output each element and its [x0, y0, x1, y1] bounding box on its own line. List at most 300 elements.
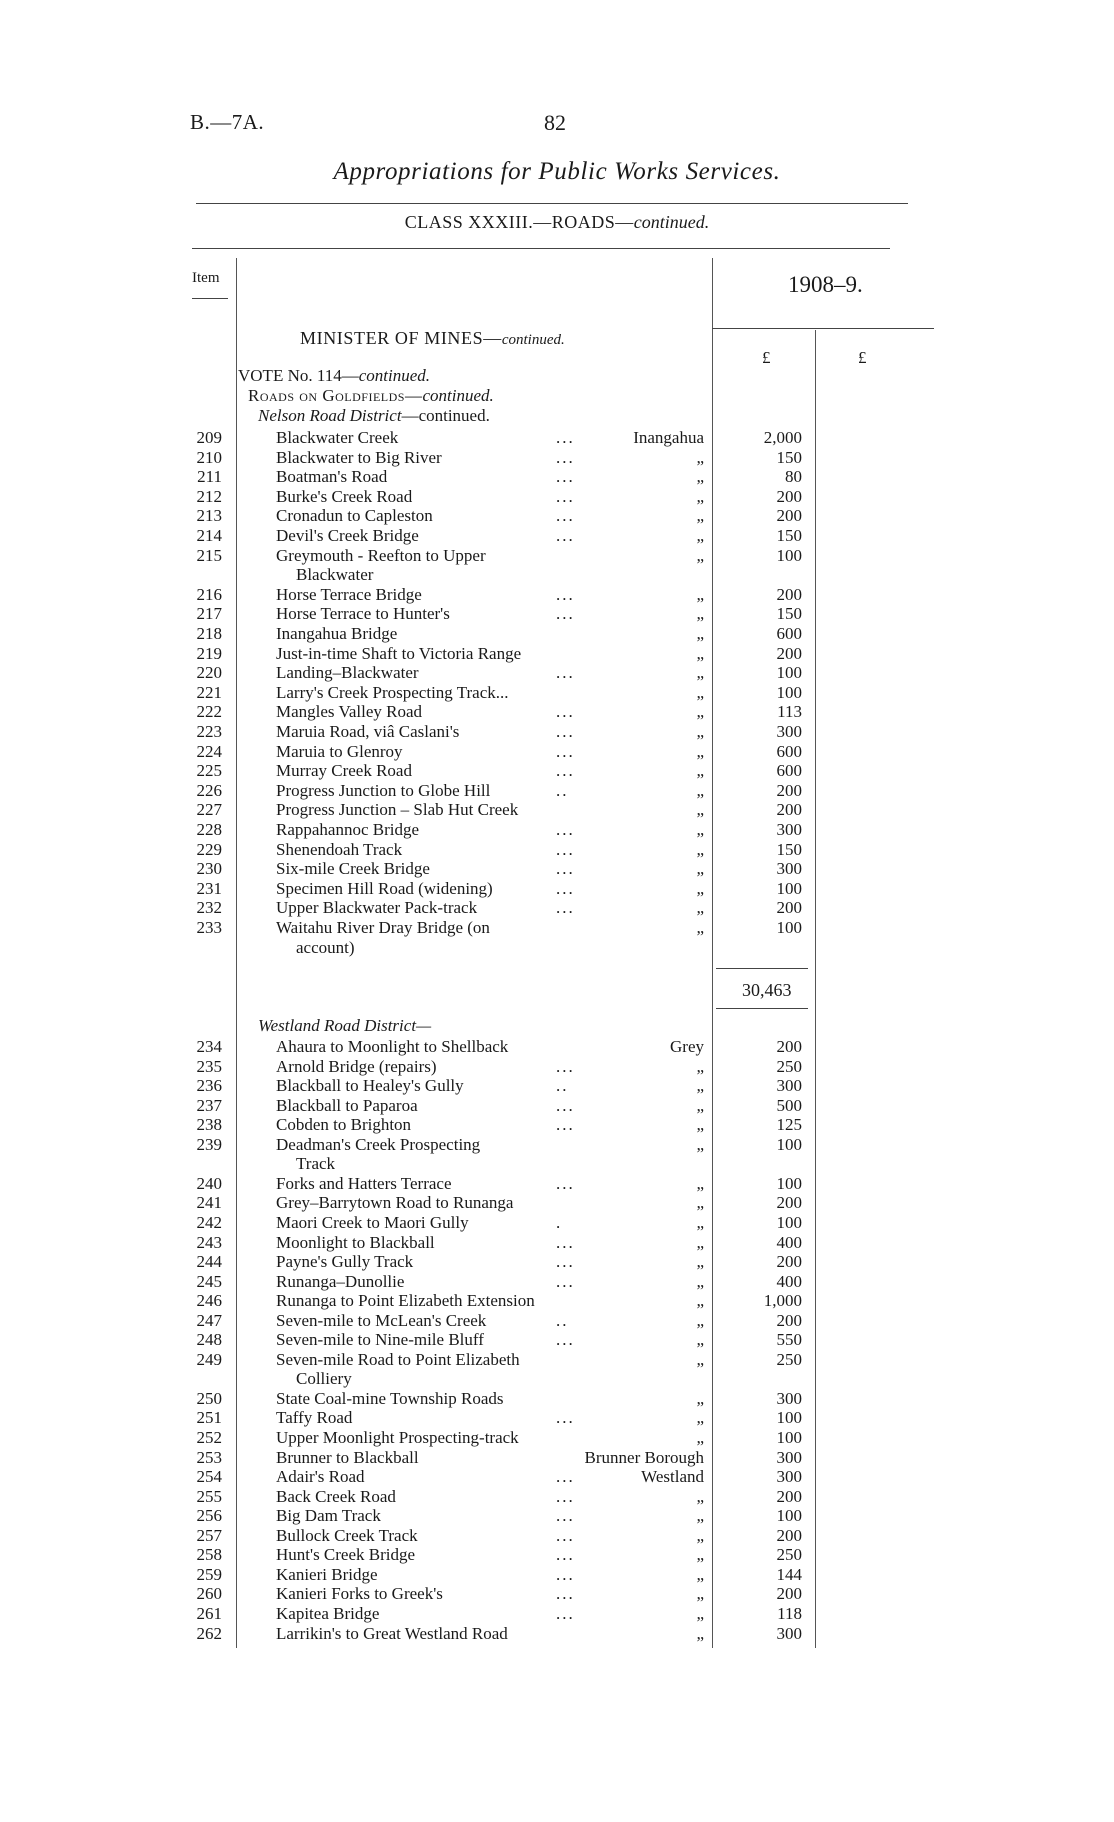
item-amount: 100: [776, 1212, 802, 1232]
item-description: Taffy Road: [276, 1408, 353, 1428]
item-description: Back Creek Road: [276, 1486, 396, 1506]
table-row: [0, 1526, 1114, 1546]
item-amount: 300: [776, 1076, 802, 1096]
item-number: 248: [196, 1330, 222, 1350]
table-row: [0, 1233, 1114, 1253]
item-description: Progress Junction to Globe Hill: [276, 780, 491, 800]
item-number: 229: [196, 839, 222, 859]
item-amount: 125: [776, 1115, 802, 1135]
item-number: 215: [196, 545, 222, 565]
item-description: Blackwater: [296, 565, 374, 585]
item-amount: 100: [776, 1134, 802, 1154]
item-description: Grey–Barrytown Road to Runanga: [276, 1193, 514, 1213]
item-number: 240: [196, 1173, 222, 1193]
table-row: [0, 722, 1114, 742]
item-number: 239: [196, 1134, 222, 1154]
nelson-district-heading: [258, 406, 490, 426]
item-description: Track: [296, 1154, 336, 1174]
leader-dots: ...: [556, 1271, 575, 1291]
item-amount: 200: [776, 800, 802, 820]
item-number: 219: [196, 643, 222, 663]
leader-dots: ...: [556, 526, 575, 545]
item-district: „: [696, 1388, 704, 1408]
item-number: 252: [196, 1428, 222, 1447]
leader-dots: ...: [556, 1173, 575, 1193]
leader-dots: ...: [556, 1095, 575, 1115]
item-description: Waitahu River Dray Bridge (on: [276, 918, 490, 937]
nelson-district-name: Nelson Road District: [258, 406, 402, 425]
leader-dots: ...: [556, 1115, 575, 1135]
table-row: [0, 624, 1114, 644]
item-number: 212: [196, 486, 222, 506]
year-header-rule: [712, 328, 934, 329]
table-row: [0, 1330, 1114, 1350]
table-row: [0, 1506, 1114, 1526]
item-number: 218: [196, 624, 222, 643]
item-amount: 2,000: [763, 428, 802, 447]
roads-heading-continued: continued.: [422, 386, 494, 405]
table-row: [0, 1369, 1114, 1389]
leader-dots: ...: [556, 1525, 575, 1545]
leader-dots: ...: [556, 506, 575, 526]
item-number: 220: [196, 663, 222, 683]
item-number: 228: [196, 820, 222, 839]
table-row: [0, 1115, 1114, 1135]
table-row: [0, 663, 1114, 683]
item-description: Big Dam Track: [276, 1506, 381, 1526]
item-number: 235: [196, 1056, 222, 1076]
item-district: „: [696, 1076, 704, 1096]
item-description: Blackwater to Big River: [276, 447, 442, 467]
minister-heading-continued: continued.: [501, 332, 565, 348]
item-number: 255: [196, 1486, 222, 1506]
table-row: [0, 526, 1114, 546]
table-row: [0, 1076, 1114, 1096]
roads-heading: [248, 386, 494, 406]
leader-dots: ...: [556, 1584, 575, 1604]
item-district: „: [696, 722, 704, 741]
item-district: „: [696, 486, 704, 506]
item-description: Murray Creek Road: [276, 761, 412, 781]
item-description: Moonlight to Blackball: [276, 1232, 435, 1252]
item-number: 262: [196, 1623, 222, 1643]
item-district: „: [696, 1330, 704, 1350]
currency-symbol-amount: £: [762, 348, 771, 367]
item-district: „: [696, 1545, 704, 1565]
item-amount: 250: [776, 1545, 802, 1565]
item-district: „: [696, 1095, 704, 1115]
vote-heading: [238, 366, 430, 386]
leader-dots: ...: [556, 584, 575, 604]
table-row: [0, 506, 1114, 526]
table-row: [0, 1467, 1114, 1487]
westland-district-name: Westland Road District—: [258, 1016, 432, 1035]
item-district: „: [696, 918, 704, 937]
leader-dots: ..: [556, 1310, 569, 1330]
leader-dots: ...: [556, 1408, 575, 1428]
item-number: 257: [196, 1525, 222, 1545]
item-district: „: [696, 839, 704, 859]
table-row: [0, 1037, 1114, 1057]
item-amount: 200: [776, 1252, 802, 1272]
item-amount: 600: [776, 624, 802, 643]
item-district: „: [696, 1173, 704, 1193]
leader-dots: ...: [556, 859, 575, 879]
item-district: „: [696, 545, 704, 565]
item-number: 241: [196, 1193, 222, 1213]
item-district: Brunner Borough: [584, 1447, 704, 1467]
item-amount: 100: [776, 545, 802, 565]
item-district: „: [696, 1428, 704, 1447]
table-row: [0, 487, 1114, 507]
item-description: Boatman's Road: [276, 467, 388, 487]
class-heading-continued: continued.: [633, 212, 710, 232]
item-amount: 100: [776, 918, 802, 937]
item-district: „: [696, 447, 704, 467]
item-description: Six-mile Creek Bridge: [276, 859, 430, 879]
item-district: „: [696, 1056, 704, 1076]
item-description: Maruia to Glenroy: [276, 741, 403, 761]
item-district: „: [696, 741, 704, 761]
item-amount: 100: [776, 1506, 802, 1526]
table-row: [0, 1311, 1114, 1331]
item-description: Seven-mile to Nine-mile Bluff: [276, 1330, 484, 1350]
item-district: „: [696, 1310, 704, 1330]
item-amount: 200: [776, 898, 802, 918]
item-number: 224: [196, 741, 222, 761]
table-row: [0, 448, 1114, 468]
item-district: „: [696, 800, 704, 820]
item-amount: 250: [776, 1349, 802, 1369]
item-amount: 300: [776, 820, 802, 839]
subtotal-rule-top: [716, 968, 808, 969]
table-row: [0, 565, 1114, 585]
item-amount: 200: [776, 1037, 802, 1056]
table-row: [0, 879, 1114, 899]
item-description: Deadman's Creek Prospecting: [276, 1134, 481, 1154]
table-row: [0, 1350, 1114, 1370]
item-amount: 400: [776, 1232, 802, 1252]
item-district: „: [696, 1252, 704, 1272]
item-amount: 200: [776, 643, 802, 663]
item-district: „: [696, 1408, 704, 1428]
table-row: [0, 1565, 1114, 1585]
item-amount: 200: [776, 1525, 802, 1545]
table-row: [0, 1584, 1114, 1604]
item-amount: 300: [776, 1467, 802, 1487]
table-row: [0, 1057, 1114, 1077]
item-number: 234: [196, 1037, 222, 1056]
item-description: Forks and Hatters Terrace: [276, 1173, 452, 1193]
item-district: „: [696, 859, 704, 879]
item-amount: 118: [777, 1603, 802, 1623]
item-number: 217: [196, 604, 222, 624]
table-row: [0, 938, 1114, 958]
leader-dots: ...: [556, 467, 575, 487]
item-amount: 600: [776, 761, 802, 781]
item-description: Brunner to Blackball: [276, 1447, 419, 1467]
item-number: 237: [196, 1095, 222, 1115]
table-row: [0, 1193, 1114, 1213]
leader-dots: .: [556, 1212, 563, 1232]
item-description: Colliery: [296, 1369, 352, 1389]
item-description: Runanga–Dunollie: [276, 1271, 405, 1291]
vote-heading-text: VOTE No. 114—: [238, 366, 359, 385]
leader-dots: ...: [556, 604, 575, 624]
item-description: Shenendoah Track: [276, 839, 403, 859]
item-district: „: [696, 1349, 704, 1369]
leader-dots: ...: [556, 1506, 575, 1526]
item-description: Kanieri Forks to Greek's: [276, 1584, 443, 1604]
westland-district-heading: [258, 1016, 431, 1036]
item-number: 251: [196, 1408, 222, 1428]
item-district: „: [696, 604, 704, 624]
item-description: Ahaura to Moonlight to Shellback: [276, 1037, 509, 1056]
item-district: „: [696, 682, 704, 702]
leader-dots: ...: [556, 447, 575, 467]
subtotal-rule-bottom: [716, 1008, 808, 1009]
item-number: 214: [196, 526, 222, 545]
item-district: „: [696, 1564, 704, 1584]
table-row: [0, 1135, 1114, 1155]
item-description: Kapitea Bridge: [276, 1603, 380, 1623]
item-district: „: [696, 1506, 704, 1526]
leader-dots: ...: [556, 1564, 575, 1584]
leader-dots: ...: [556, 741, 575, 761]
table-row: [0, 781, 1114, 801]
item-district: „: [696, 1525, 704, 1545]
leader-dots: ...: [556, 486, 575, 506]
item-amount: 500: [776, 1095, 802, 1115]
item-amount: 200: [776, 1486, 802, 1506]
item-amount: 1,000: [763, 1291, 802, 1311]
item-amount: 600: [776, 741, 802, 761]
item-district: „: [696, 643, 704, 663]
leader-dots: ...: [556, 1252, 575, 1272]
item-number: 247: [196, 1310, 222, 1330]
item-amount: 300: [776, 859, 802, 879]
leader-dots: ...: [556, 428, 575, 447]
class-heading: [0, 212, 1114, 233]
item-description: Maruia Road, viâ Caslani's: [276, 722, 460, 741]
table-row: [0, 1428, 1114, 1448]
item-district: „: [696, 1486, 704, 1506]
item-description: account): [296, 937, 355, 957]
item-number: 260: [196, 1584, 222, 1604]
item-amount: 300: [776, 1388, 802, 1408]
item-description: Seven-mile to McLean's Creek: [276, 1310, 487, 1330]
item-district: „: [696, 506, 704, 526]
table-row: [0, 1545, 1114, 1565]
item-description: Adair's Road: [276, 1467, 365, 1487]
item-number: 258: [196, 1545, 222, 1565]
item-description: Blackball to Paparoa: [276, 1095, 418, 1115]
leader-dots: ...: [556, 839, 575, 859]
table-row: [0, 1604, 1114, 1624]
item-number: 211: [197, 467, 222, 487]
table-row: [0, 604, 1114, 624]
item-number: 216: [196, 584, 222, 604]
table-row: [0, 1624, 1114, 1644]
item-description: Mangles Valley Road: [276, 702, 423, 722]
leader-dots: ...: [556, 1545, 575, 1565]
table-row: [0, 683, 1114, 703]
item-amount: 100: [776, 1408, 802, 1428]
leader-dots: ...: [556, 898, 575, 918]
item-number: 238: [196, 1115, 222, 1135]
item-description: Cronadun to Capleston: [276, 506, 433, 526]
table-row: [0, 1154, 1114, 1174]
title-rule: [196, 203, 908, 204]
item-number: 256: [196, 1506, 222, 1526]
item-number: 244: [196, 1252, 222, 1272]
leader-dots: ...: [556, 663, 575, 683]
item-amount: 200: [776, 506, 802, 526]
item-district: „: [696, 1584, 704, 1604]
leader-dots: ...: [556, 761, 575, 781]
item-district: „: [696, 1212, 704, 1232]
leader-dots: ..: [556, 1076, 569, 1096]
table-row: [0, 428, 1114, 448]
item-amount: 100: [776, 1428, 802, 1447]
nelson-district-continued: —continued.: [401, 406, 490, 425]
item-amount: 400: [776, 1271, 802, 1291]
table-row: [0, 800, 1114, 820]
item-amount: 200: [776, 1310, 802, 1330]
item-number: 209: [196, 428, 222, 447]
item-amount: 100: [776, 682, 802, 702]
item-district: „: [696, 761, 704, 781]
item-number: 253: [196, 1447, 222, 1467]
table-row: [0, 918, 1114, 938]
leader-dots: ...: [556, 702, 575, 722]
item-district: „: [696, 1232, 704, 1252]
table-row: [0, 820, 1114, 840]
item-amount: 150: [776, 447, 802, 467]
item-description: Blackwater Creek: [276, 428, 399, 447]
item-description: Upper Blackwater Pack-track: [276, 898, 478, 918]
item-amount: 550: [776, 1330, 802, 1350]
leader-dots: ...: [556, 1056, 575, 1076]
currency-symbol-total: £: [858, 348, 867, 367]
leader-dots: ...: [556, 1603, 575, 1623]
item-district: Grey: [670, 1037, 704, 1056]
item-description: Burke's Creek Road: [276, 486, 413, 506]
table-row: [0, 859, 1114, 879]
item-description: Horse Terrace to Hunter's: [276, 604, 450, 624]
item-number: 226: [196, 780, 222, 800]
item-description: Just-in-time Shaft to Victoria Range: [276, 643, 522, 663]
item-amount: 250: [776, 1056, 802, 1076]
item-number: 222: [196, 702, 222, 722]
item-amount: 200: [776, 486, 802, 506]
item-header-rule: [192, 298, 228, 299]
leader-dots: ...: [556, 1232, 575, 1252]
item-description: Cobden to Brighton: [276, 1115, 412, 1135]
table-row: [0, 467, 1114, 487]
item-description: Larrikin's to Great Westland Road: [276, 1623, 508, 1643]
class-rule: [192, 248, 890, 249]
table-row: [0, 644, 1114, 664]
item-district: „: [696, 663, 704, 683]
item-district: „: [696, 780, 704, 800]
item-description: Kanieri Bridge: [276, 1564, 378, 1584]
item-number: 231: [196, 878, 222, 898]
item-number: 232: [196, 898, 222, 918]
item-number: 225: [196, 761, 222, 781]
table-row: [0, 1272, 1114, 1292]
subtotal-amount: 30,463: [742, 980, 792, 1000]
table-row: [0, 702, 1114, 722]
item-district: Inangahua: [633, 428, 704, 447]
leader-dots: ...: [556, 878, 575, 898]
item-description: Payne's Gully Track: [276, 1252, 414, 1272]
item-district: „: [696, 526, 704, 545]
table-row: [0, 1408, 1114, 1428]
item-district: „: [696, 584, 704, 604]
item-number: 223: [196, 722, 222, 741]
item-description: Larry's Creek Prospecting Track...: [276, 682, 509, 702]
item-number: 210: [196, 447, 222, 467]
item-district: Westland: [641, 1467, 704, 1487]
item-district: „: [696, 898, 704, 918]
table-row: [0, 1448, 1114, 1468]
table-row: [0, 1252, 1114, 1272]
item-description: Inangahua Bridge: [276, 624, 398, 643]
item-district: „: [696, 467, 704, 487]
item-number: 245: [196, 1271, 222, 1291]
item-description: Devil's Creek Bridge: [276, 526, 419, 545]
item-description: Maori Creek to Maori Gully: [276, 1212, 469, 1232]
item-district: „: [696, 820, 704, 839]
item-number: 250: [196, 1388, 222, 1408]
item-number: 246: [196, 1291, 222, 1311]
item-amount: 200: [776, 584, 802, 604]
table-row: [0, 761, 1114, 781]
table-row: [0, 1174, 1114, 1194]
vote-heading-continued: continued.: [358, 366, 431, 385]
table-row: [0, 840, 1114, 860]
item-description: Greymouth - Reefton to Upper: [276, 545, 486, 565]
leader-dots: ..: [556, 780, 569, 800]
item-amount: 150: [776, 526, 802, 545]
item-district: „: [696, 1193, 704, 1213]
item-description: Upper Moonlight Prospecting-track: [276, 1428, 519, 1447]
item-description: State Coal-mine Township Roads: [276, 1388, 504, 1408]
page-title: Appropriations for Public Works Services.: [333, 158, 781, 185]
roads-heading-text: Roads on Goldfields—: [248, 386, 423, 405]
item-amount: 100: [776, 1173, 802, 1193]
item-description: Landing–Blackwater: [276, 663, 419, 683]
item-description: Rappahannoc Bridge: [276, 820, 420, 839]
item-district: „: [696, 1115, 704, 1135]
table-row: [0, 1487, 1114, 1507]
item-amount: 150: [776, 604, 802, 624]
leader-dots: ...: [556, 820, 575, 839]
item-amount: 300: [776, 1623, 802, 1643]
item-number: 242: [196, 1212, 222, 1232]
item-description: Specimen Hill Road (widening): [276, 878, 493, 898]
item-number: 233: [196, 918, 222, 937]
item-number: 259: [196, 1564, 222, 1584]
item-description: Seven-mile Road to Point Elizabeth: [276, 1349, 520, 1369]
table-row: [0, 742, 1114, 762]
page-reference: B.—7A.: [190, 110, 265, 134]
item-district: „: [696, 1271, 704, 1291]
item-amount: 100: [776, 878, 802, 898]
item-district: „: [696, 1291, 704, 1311]
year-column-header: 1908–9.: [788, 272, 863, 297]
